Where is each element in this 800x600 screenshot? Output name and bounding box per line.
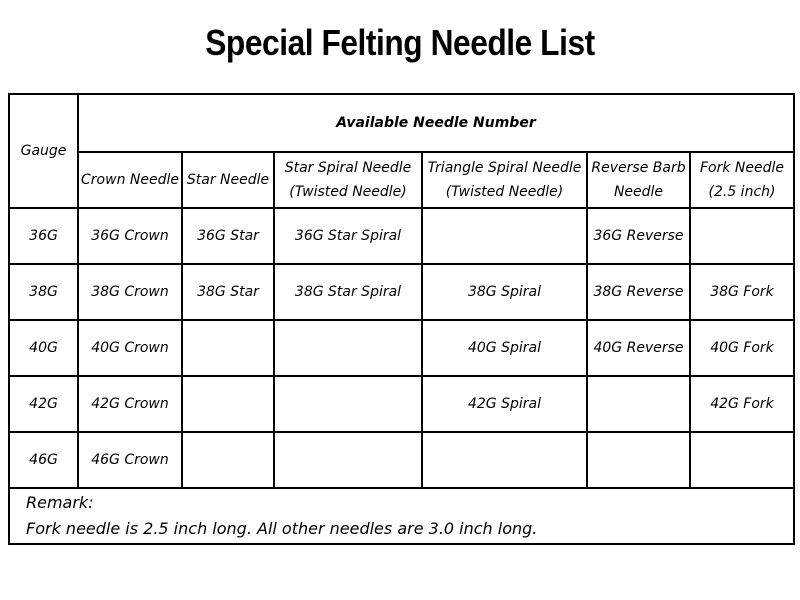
table-row	[9, 320, 794, 376]
column-header-star: Star Needle	[182, 152, 274, 208]
gauge-cell: 38G	[9, 264, 78, 320]
table-cell: 36G Star Spiral	[274, 208, 422, 264]
table-cell: 42G Crown	[78, 376, 182, 432]
table-cell: 38G Reverse	[587, 264, 690, 320]
table-cell: 38G Fork	[690, 264, 794, 320]
table-cell: 36G Star	[182, 208, 274, 264]
column-header-triangle-spiral: Triangle Spiral Needle (Twisted Needle)	[422, 152, 587, 208]
group-header: Available Needle Number	[78, 94, 794, 152]
table-cell	[274, 376, 422, 432]
table-cell: 38G Crown	[78, 264, 182, 320]
column-header-reverse-barb: Reverse Barb Needle	[587, 152, 690, 208]
column-header-fork: Fork Needle (2.5 inch)	[690, 152, 794, 208]
table-row	[9, 376, 794, 432]
table-cell	[587, 376, 690, 432]
table-row	[9, 264, 794, 320]
column-header-star-spiral: Star Spiral Needle (Twisted Needle)	[274, 152, 422, 208]
page-title: Special Felting Needle List	[205, 22, 595, 63]
table-cell	[587, 432, 690, 488]
table-cell	[422, 432, 587, 488]
table-cell: 38G Star	[182, 264, 274, 320]
gauge-header: Gauge	[9, 94, 78, 208]
needle-table	[8, 93, 795, 545]
gauge-cell: 46G	[9, 432, 78, 488]
remark-label: Remark:	[26, 493, 94, 512]
table-cell	[182, 320, 274, 376]
table-cell: 42G Fork	[690, 376, 794, 432]
table-cell	[182, 376, 274, 432]
table-cell: 38G Star Spiral	[274, 264, 422, 320]
table-cell: 40G Spiral	[422, 320, 587, 376]
gauge-cell: 42G	[9, 376, 78, 432]
table-cell	[182, 432, 274, 488]
table-cell	[274, 320, 422, 376]
table-cell: 42G Spiral	[422, 376, 587, 432]
table-cell: 40G Fork	[690, 320, 794, 376]
table-row	[9, 208, 794, 264]
gauge-cell: 40G	[9, 320, 78, 376]
table-cell: 46G Crown	[78, 432, 182, 488]
table-cell: 40G Reverse	[587, 320, 690, 376]
table-cell: 40G Crown	[78, 320, 182, 376]
table-cell: 38G Spiral	[422, 264, 587, 320]
table-cell	[690, 432, 794, 488]
remark-box	[9, 488, 794, 544]
table-cell: 36G Reverse	[587, 208, 690, 264]
gauge-cell: 36G	[9, 208, 78, 264]
table-cell: 36G Crown	[78, 208, 182, 264]
table-cell	[690, 208, 794, 264]
table-cell	[274, 432, 422, 488]
column-header-crown: Crown Needle	[78, 152, 182, 208]
remark-text: Fork needle is 2.5 inch long. All other needles are 3.0 inch long.	[26, 519, 538, 538]
table-row	[9, 432, 794, 488]
table-cell	[422, 208, 587, 264]
